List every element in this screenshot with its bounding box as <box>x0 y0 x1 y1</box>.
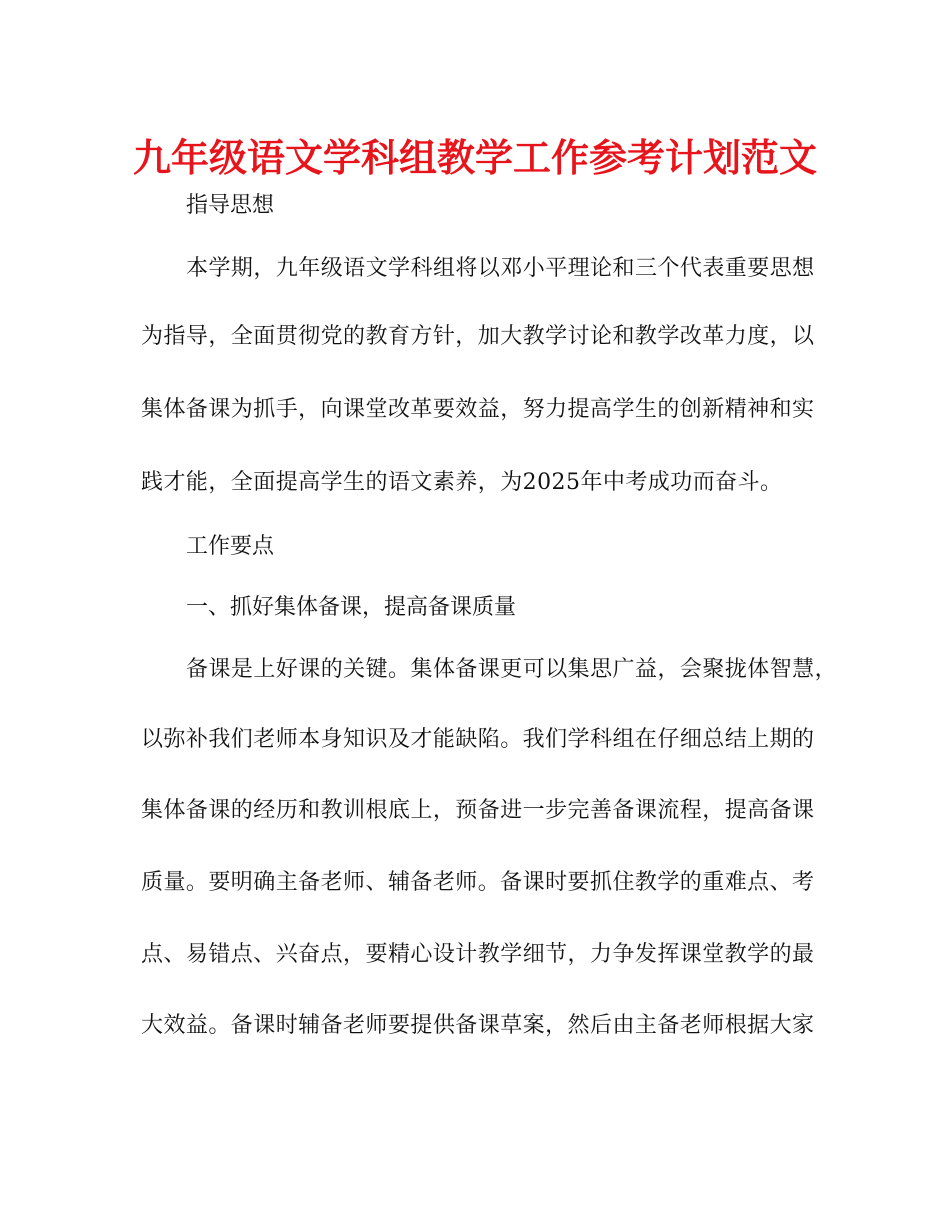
paragraph-line: 质量。要明确主备老师、辅备老师。备课时要抓住教学的重难点、考 <box>141 870 815 895</box>
paragraph-line: 集体备课为抓手，向课堂改革要效益，努力提高学生的创新精神和实 <box>141 397 815 422</box>
paragraph-line: 集体备课的经历和教训根底上，预备进一步完善备课流程，提高备课 <box>141 798 815 823</box>
section-heading-guiding-ideology: 指导思想 <box>186 193 275 218</box>
paragraph-line: 践才能，全面提高学生的语文素养，为2025年中考成功而奋斗。 <box>141 470 783 495</box>
paragraph-line: 本学期，九年级语文学科组将以邓小平理论和三个代表重要思想 <box>186 256 815 281</box>
paragraph-line: 为指导，全面贯彻党的教育方针，加大教学讨论和教学改革力度，以 <box>141 324 815 349</box>
section-heading-work-points: 工作要点 <box>186 534 275 559</box>
document-title: 九年级语文学科组教学工作参考计划范文 <box>132 136 817 180</box>
subsection-heading: 一、抓好集体备课，提高备课质量 <box>186 595 517 620</box>
paragraph-line: 大效益。备课时辅备老师要提供备课草案，然后由主备老师根据大家 <box>141 1013 815 1038</box>
paragraph-line: 备课是上好课的关键。集体备课更可以集思广益，会聚拢体智慧， <box>186 657 838 682</box>
paragraph-line: 以弥补我们老师本身知识及才能缺陷。我们学科组在仔细总结上期的 <box>141 727 815 752</box>
paragraph-line: 点、易错点、兴奋点，要精心设计教学细节，力争发挥课堂教学的最 <box>141 942 815 967</box>
